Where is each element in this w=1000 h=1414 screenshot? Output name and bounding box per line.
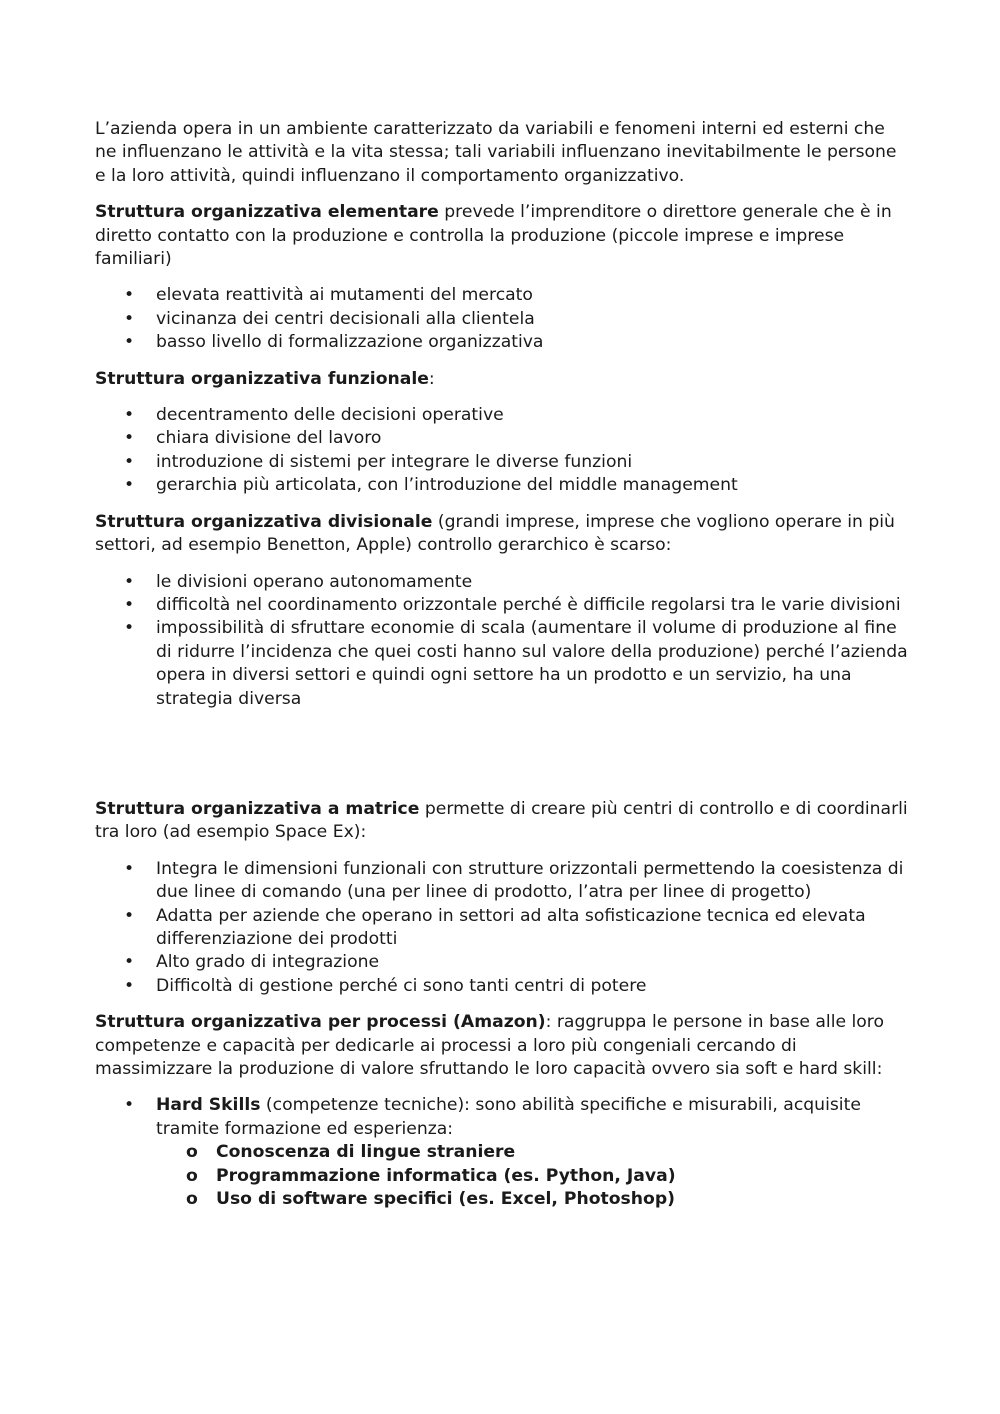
bullet-icon: • xyxy=(124,308,135,329)
bullet-icon: • xyxy=(124,405,135,426)
bullet-icon: • xyxy=(124,285,135,306)
list-matrice xyxy=(95,858,910,998)
list-item: • Alto grado di integrazione xyxy=(156,951,910,974)
list-item: • impossibilità di sfruttare economie di scala (aumentare il volume di produzione al fine di ridurre l’incidenza che quei costi hanno sul valore della produzione) perché l’azienda opera in diversi settori e quindi ogni settore ha un prodotto e un servizio, ha una strategia diversa xyxy=(124,618,908,709)
section-title: Struttura organizzativa per processi (Amazon) xyxy=(95,1012,546,1033)
section-title: Struttura organizzativa a matrice xyxy=(95,798,420,819)
blank-space xyxy=(95,724,910,798)
list-item: • vicinanza dei centri decisionali alla clientela xyxy=(156,308,910,331)
bullet-icon: • xyxy=(124,858,135,879)
bullet-icon: • xyxy=(124,594,135,615)
intro-paragraph: L’azienda opera in un ambiente caratterizzato da variabili e fenomeni interni ed esterni che ne influenzano le attività e la vita stessa; tali variabili influenzano inevitabilmente le persone e la loro attività, quindi influenzano il comportamento organizzativo. xyxy=(95,119,897,186)
list-item: • difficoltà nel coordinamento orizzontale perché è difficile regolarsi tra le varie divisioni xyxy=(156,594,910,617)
list-item: • Hard Skills (competenze tecniche): sono abilità specifiche e misurabili, acquisite tramite formazione ed esperienza: o Conoscenza di lingue straniere o Programmazione informatica (es. Python, Java) o Uso di software specifici (es. Excel, Photoshop) xyxy=(156,1094,910,1211)
section-title: Struttura organizzativa funzionale xyxy=(95,368,429,389)
section-processi xyxy=(95,1011,910,1081)
list-item: • Difficoltà di gestione perché ci sono tanti centri di potere xyxy=(156,975,910,998)
list-item: • le divisioni operano autonomamente xyxy=(156,571,910,594)
bullet-icon: • xyxy=(124,952,135,973)
bullet-icon: • xyxy=(124,428,135,449)
sub-bullet-icon: o xyxy=(186,1189,198,1210)
list-processi xyxy=(95,1094,910,1211)
bullet-icon: • xyxy=(124,451,135,472)
bullet-icon: • xyxy=(124,571,135,592)
section-matrice xyxy=(95,798,910,845)
list-divisionale xyxy=(95,571,910,711)
bullet-icon: • xyxy=(124,905,135,926)
sub-list-item: o Uso di software specifici (es. Excel, Photoshop) xyxy=(216,1188,910,1211)
section-elementare xyxy=(95,201,910,271)
list-item: • gerarchia più articolata, con l’introduzione del middle management xyxy=(156,474,910,497)
list-item: • Adatta per aziende che operano in settori ad alta sofisticazione tecnica ed elevata differenziazione dei prodotti xyxy=(124,905,866,949)
list-item: • introduzione di sistemi per integrare le diverse funzioni xyxy=(156,451,910,474)
sub-list-item: o Conoscenza di lingue straniere xyxy=(216,1141,910,1164)
section-divisionale xyxy=(95,511,910,558)
list-item: • elevata reattività ai mutamenti del mercato xyxy=(156,284,910,307)
bullet-icon: • xyxy=(124,618,135,639)
list-elementare xyxy=(95,284,910,354)
bullet-icon: • xyxy=(124,1095,135,1116)
sub-bullet-icon: o xyxy=(186,1165,198,1186)
section-title: Struttura organizzativa elementare xyxy=(95,202,439,223)
sub-list-item: o Programmazione informatica (es. Python, Java) xyxy=(216,1165,910,1188)
list-item: • basso livello di formalizzazione organizzativa xyxy=(156,331,910,354)
section-text: : xyxy=(428,368,435,389)
bullet-icon: • xyxy=(124,332,135,353)
document-page xyxy=(95,118,910,1224)
list-item: • chiara divisione del lavoro xyxy=(156,427,910,450)
section-funzionale xyxy=(95,368,910,391)
bullet-icon: • xyxy=(124,475,135,496)
section-text: prevede l’imprenditore o direttore generale che è in diretto contatto con la produzione e controlla la produzione (piccole imprese e imprese familiari) xyxy=(95,202,892,270)
section-text: : raggruppa le persone in base alle loro competenze e capacità per dedicarle ai processi a loro più congeniali cercando di massimizzare la produzione di valore sfruttando le loro capacità ovvero sia soft e hard skill: xyxy=(95,1012,885,1079)
bullet-icon: • xyxy=(124,975,135,996)
list-item: • decentramento delle decisioni operative xyxy=(156,404,910,427)
list-item: • Integra le dimensioni funzionali con strutture orizzontali permettendo la coesistenza di due linee di comando (una per linee di prodotto, l’atra per linee di progetto) xyxy=(124,858,904,903)
sub-bullet-icon: o xyxy=(186,1142,198,1163)
hard-skills-label: Hard Skills xyxy=(156,1095,261,1116)
section-text: permette di creare più centri di controllo e di coordinarli tra loro (ad esempio Space Ex): xyxy=(95,798,908,843)
section-title: Struttura organizzativa divisionale xyxy=(95,511,433,532)
hard-skills-examples xyxy=(156,1141,910,1211)
list-funzionale xyxy=(95,404,910,498)
section-text: (grandi imprese, imprese che vogliono operare in più settori, ad esempio Benetton, Apple) controllo gerarchico è scarso: xyxy=(95,511,895,556)
